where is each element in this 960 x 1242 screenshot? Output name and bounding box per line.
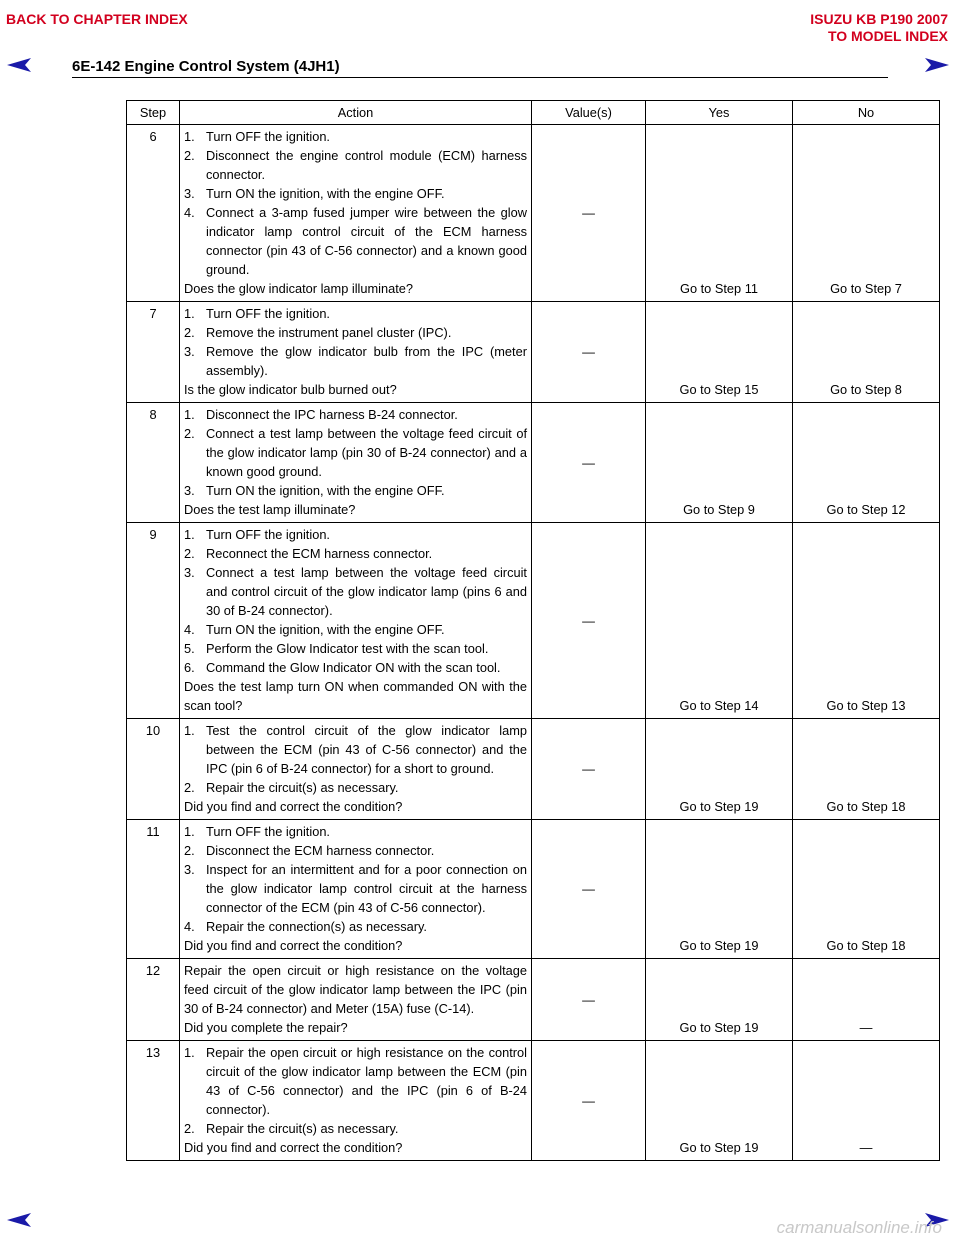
action-question: Did you find and correct the condition? <box>184 1140 403 1155</box>
action-question: Does the glow indicator lamp illuminate? <box>184 281 414 296</box>
action-cell <box>180 125 532 302</box>
action-paragraph: Repair the open circuit or high resistance on the voltage feed circuit of the glow indicator lamp between the IPC (pin 30 of B-24 connector) and Meter (15A) fuse (C-14). <box>184 963 527 1016</box>
action-question: Does the test lamp turn ON when commanded ON with the scan tool? <box>184 679 527 713</box>
no-result: Go to Step 18 <box>793 719 940 820</box>
step-number: 8 <box>127 403 180 523</box>
value-text: — <box>582 344 595 360</box>
no-result: Go to Step 8 <box>793 302 940 403</box>
column-header-no: No <box>793 101 940 125</box>
table-row <box>127 302 940 403</box>
action-step-text: Test the control circuit of the glow indicator lamp between the ECM (pin 43 of C-56 connector) and the IPC (pin 6 of B-24 connector) for a short to ground. <box>206 723 527 776</box>
action-step <box>184 778 527 797</box>
action-step-text: Connect a 3-amp fused jumper wire between the glow indicator lamp control circuit of the ECM harness connector (pin 43 of C-56 connector) and a known good ground. <box>206 205 527 277</box>
step-number: 12 <box>127 959 180 1041</box>
yes-result: Go to Step 11 <box>646 125 793 302</box>
step-index: 1. <box>184 306 195 321</box>
step-index: 4. <box>184 622 195 637</box>
column-header-yes: Yes <box>646 101 793 125</box>
yes-result: Go to Step 19 <box>646 719 793 820</box>
action-question: Is the glow indicator bulb burned out? <box>184 382 397 397</box>
action-steps-list <box>184 1043 527 1138</box>
action-cell <box>180 302 532 403</box>
step-number: 6 <box>127 125 180 302</box>
value-text: — <box>582 992 595 1007</box>
value-cell <box>532 125 646 302</box>
action-step-text: Repair the circuit(s) as necessary. <box>206 1121 399 1136</box>
column-header-step: Step <box>127 101 180 125</box>
value-text: — <box>582 761 595 777</box>
action-step-text: Command the Glow Indicator ON with the scan tool. <box>206 660 501 675</box>
action-step <box>184 203 527 279</box>
action-step <box>184 658 527 677</box>
action-step <box>184 822 527 841</box>
action-steps-list <box>184 525 527 677</box>
value-cell <box>532 523 646 719</box>
value-cell <box>532 719 646 820</box>
action-step <box>184 1043 527 1119</box>
step-number: 11 <box>127 820 180 959</box>
action-step <box>184 639 527 658</box>
action-step-text: Turn ON the ignition, with the engine OFF. <box>206 483 445 498</box>
action-step-text: Remove the glow indicator bulb from the IPC (meter assembly). <box>206 344 527 378</box>
action-step-text: Repair the open circuit or high resistance on the control circuit of the glow indicator lamp between the ECM (pin 43 of C-56 connector) and the IPC (pin 6 of B-24 connector). <box>206 1045 527 1117</box>
action-step <box>184 525 527 544</box>
step-index: 2. <box>184 1121 195 1136</box>
action-step-text: Turn ON the ignition, with the engine OFF. <box>206 622 445 637</box>
step-index: 1. <box>184 824 195 839</box>
table-row <box>127 820 940 959</box>
step-index: 3. <box>184 186 195 201</box>
action-step <box>184 146 527 184</box>
no-result: Go to Step 13 <box>793 523 940 719</box>
step-index: 1. <box>184 129 195 144</box>
action-step-text: Connect a test lamp between the voltage feed circuit and control circuit of the glow indicator lamp (pins 6 and 30 of B-24 connector). <box>206 565 527 618</box>
yes-result: Go to Step 19 <box>646 820 793 959</box>
step-index: 2. <box>184 780 195 795</box>
action-step <box>184 841 527 860</box>
step-index: 3. <box>184 862 195 877</box>
action-step-text: Disconnect the engine control module (ECM) harness connector. <box>206 148 527 182</box>
no-result: — <box>793 1041 940 1161</box>
action-step-text: Inspect for an intermittent and for a poor connection on the glow indicator lamp control circuit at the harness connector of the ECM (pin 43 of C-56 connector). <box>206 862 527 915</box>
action-step-text: Repair the connection(s) as necessary. <box>206 919 427 934</box>
action-cell <box>180 719 532 820</box>
action-step <box>184 424 527 481</box>
step-index: 2. <box>184 148 195 163</box>
step-index: 3. <box>184 344 195 359</box>
value-cell <box>532 1041 646 1161</box>
next-page-arrow-icon[interactable] <box>924 57 950 73</box>
action-question: Did you find and correct the condition? <box>184 938 403 953</box>
step-index: 2. <box>184 325 195 340</box>
model-title[interactable]: ISUZU KB P190 2007 <box>810 11 948 27</box>
model-index-link[interactable] <box>810 11 948 45</box>
previous-page-arrow-icon-bottom[interactable] <box>6 1212 32 1228</box>
step-index: 4. <box>184 205 195 220</box>
action-steps-list <box>184 405 527 500</box>
step-index: 1. <box>184 527 195 542</box>
yes-result: Go to Step 15 <box>646 302 793 403</box>
step-number: 13 <box>127 1041 180 1161</box>
column-header-action: Action <box>180 101 532 125</box>
action-step-text: Turn OFF the ignition. <box>206 306 330 321</box>
action-step <box>184 184 527 203</box>
table-row <box>127 959 940 1041</box>
value-cell <box>532 403 646 523</box>
step-index: 2. <box>184 546 195 561</box>
action-step <box>184 323 527 342</box>
action-question: Did you find and correct the condition? <box>184 799 403 814</box>
watermark: carmanualsonline.info <box>776 1218 942 1237</box>
step-index: 3. <box>184 565 195 580</box>
step-index: 2. <box>184 843 195 858</box>
step-index: 3. <box>184 483 195 498</box>
action-step <box>184 563 527 620</box>
step-index: 1. <box>184 1045 195 1060</box>
table-row <box>127 719 940 820</box>
action-step-text: Disconnect the ECM harness connector. <box>206 843 435 858</box>
step-number: 10 <box>127 719 180 820</box>
action-step <box>184 304 527 323</box>
action-step <box>184 860 527 917</box>
table-row <box>127 1041 940 1161</box>
action-steps-list <box>184 127 527 279</box>
no-result: Go to Step 7 <box>793 125 940 302</box>
action-question: Does the test lamp illuminate? <box>184 502 356 517</box>
yes-result: Go to Step 19 <box>646 959 793 1041</box>
to-model-index-label[interactable]: TO MODEL INDEX <box>827 28 948 44</box>
action-step-text: Remove the instrument panel cluster (IPC). <box>206 325 452 340</box>
action-step-text: Connect a test lamp between the voltage feed circuit of the glow indicator lamp (pin 30 of B-24 connector) and a known good ground. <box>206 426 527 479</box>
step-index: 5. <box>184 641 195 656</box>
value-text: — <box>582 205 595 221</box>
previous-page-arrow-icon[interactable] <box>6 57 32 73</box>
action-question: Did you complete the repair? <box>184 1020 348 1035</box>
value-text: — <box>582 455 595 470</box>
action-step <box>184 405 527 424</box>
action-cell <box>180 820 532 959</box>
action-cell <box>180 403 532 523</box>
action-step-text: Reconnect the ECM harness connector. <box>206 546 433 561</box>
value-text: — <box>582 1093 595 1108</box>
action-step-text: Turn ON the ignition, with the engine OFF. <box>206 186 445 201</box>
step-number: 7 <box>127 302 180 403</box>
action-step-text: Repair the circuit(s) as necessary. <box>206 780 399 795</box>
yes-result: Go to Step 19 <box>646 1041 793 1161</box>
step-index: 6. <box>184 660 195 675</box>
value-cell <box>532 959 646 1041</box>
value-text: — <box>582 881 595 897</box>
yes-result: Go to Step 9 <box>646 403 793 523</box>
value-cell <box>532 302 646 403</box>
no-result: Go to Step 18 <box>793 820 940 959</box>
no-result: — <box>793 959 940 1041</box>
action-steps-list <box>184 721 527 797</box>
action-step-text: Turn OFF the ignition. <box>206 129 330 144</box>
action-step <box>184 1119 527 1138</box>
action-step <box>184 127 527 146</box>
action-cell <box>180 959 532 1041</box>
header-divider <box>72 77 888 78</box>
table-header-row <box>127 101 940 125</box>
value-text: — <box>582 613 595 628</box>
action-step-text: Perform the Glow Indicator test with the scan tool. <box>206 641 489 656</box>
action-step <box>184 620 527 639</box>
action-step <box>184 721 527 778</box>
table-row <box>127 523 940 719</box>
step-index: 1. <box>184 723 195 738</box>
diagnostic-table <box>126 100 940 1161</box>
step-index: 2. <box>184 426 195 441</box>
step-index: 4. <box>184 919 195 934</box>
page-title: 6E-142 Engine Control System (4JH1) <box>72 58 340 75</box>
back-to-chapter-index-link[interactable]: BACK TO CHAPTER INDEX <box>6 11 188 27</box>
column-header-values: Value(s) <box>532 101 646 125</box>
action-step <box>184 481 527 500</box>
action-step <box>184 544 527 563</box>
action-step <box>184 917 527 936</box>
action-cell <box>180 1041 532 1161</box>
action-step-text: Turn OFF the ignition. <box>206 824 330 839</box>
action-steps-list <box>184 304 527 380</box>
table-row <box>127 403 940 523</box>
action-step <box>184 342 527 380</box>
step-number: 9 <box>127 523 180 719</box>
step-index: 1. <box>184 407 195 422</box>
no-result: Go to Step 12 <box>793 403 940 523</box>
action-cell <box>180 523 532 719</box>
table-row <box>127 125 940 302</box>
action-steps-list <box>184 822 527 936</box>
yes-result: Go to Step 14 <box>646 523 793 719</box>
value-cell <box>532 820 646 959</box>
action-step-text: Disconnect the IPC harness B-24 connector. <box>206 407 458 422</box>
action-step-text: Turn OFF the ignition. <box>206 527 330 542</box>
